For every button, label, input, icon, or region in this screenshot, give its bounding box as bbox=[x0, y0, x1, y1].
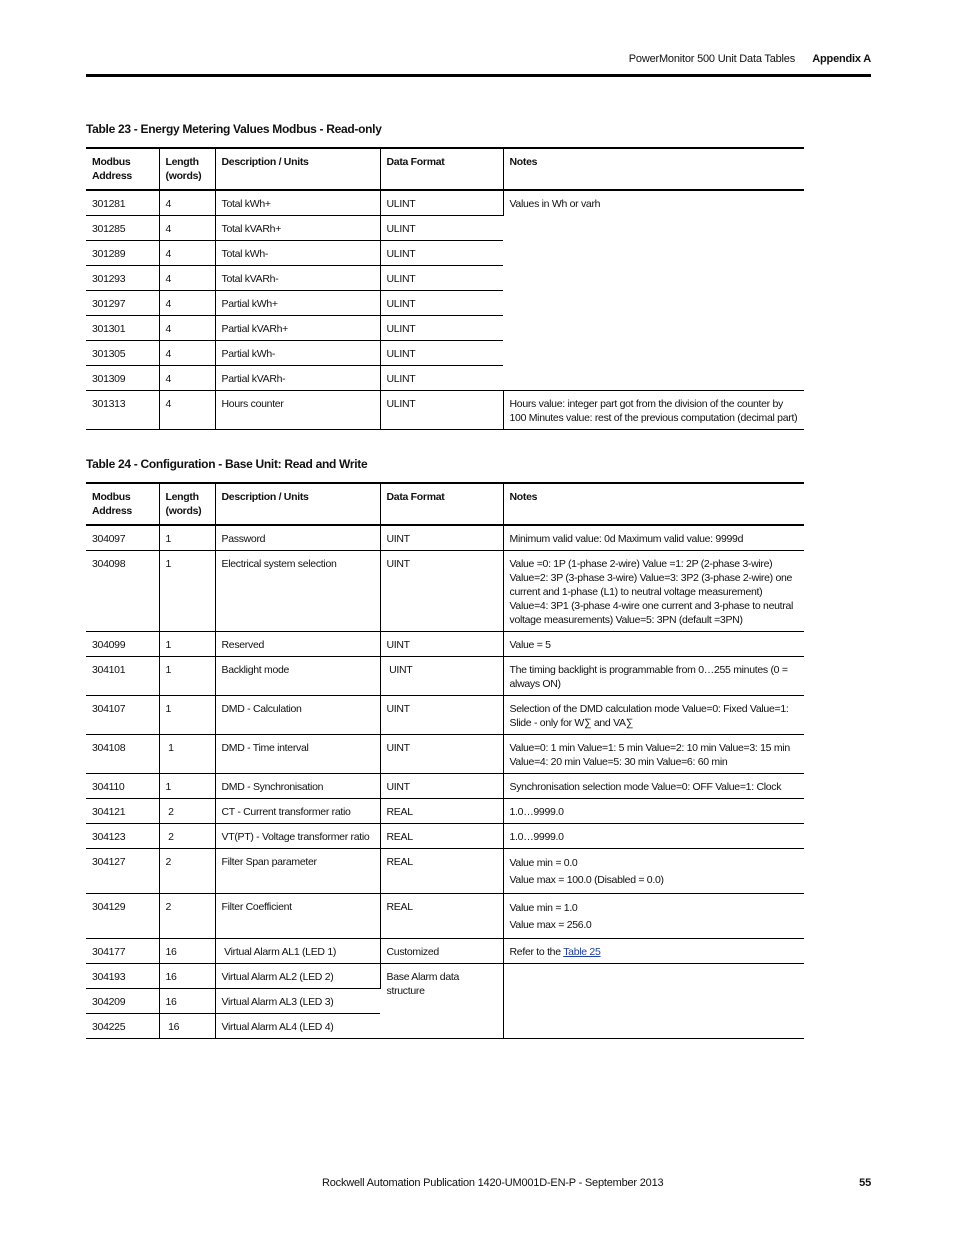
table23 bbox=[86, 147, 804, 430]
format-cell: ULINT bbox=[380, 291, 503, 316]
address-cell: 304129 bbox=[86, 894, 159, 939]
address-cell: 304101 bbox=[86, 657, 159, 696]
table25-link[interactable]: Table 25 bbox=[563, 946, 601, 958]
page-number: 55 bbox=[859, 1177, 871, 1189]
address-cell: 304225 bbox=[86, 1014, 159, 1039]
description-cell: CT - Current transformer ratio bbox=[215, 799, 380, 824]
address-cell: 301305 bbox=[86, 341, 159, 366]
table-row bbox=[86, 391, 804, 430]
notes-cell: The timing backlight is programmable from 0…255 minutes (0 = always ON) bbox=[503, 657, 804, 696]
table-row bbox=[86, 190, 804, 216]
length-cell: 1 bbox=[159, 774, 215, 799]
notes-cell: Value = 5 bbox=[503, 632, 804, 657]
format-cell: ULINT bbox=[380, 366, 503, 391]
length-cell: 1 bbox=[159, 632, 215, 657]
notes-cell bbox=[503, 964, 804, 1039]
description-cell: Total kWh+ bbox=[215, 190, 380, 216]
address-cell: 304108 bbox=[86, 735, 159, 774]
length-cell: 1 bbox=[159, 525, 215, 551]
table-row bbox=[86, 849, 804, 894]
description-cell: Partial kVARh- bbox=[215, 366, 380, 391]
col-header: Length (words) bbox=[159, 148, 215, 190]
description-cell: Electrical system selection bbox=[215, 551, 380, 632]
col-header: Notes bbox=[503, 483, 804, 525]
address-cell: 301297 bbox=[86, 291, 159, 316]
table24 bbox=[86, 482, 804, 1039]
length-cell: 4 bbox=[159, 241, 215, 266]
table-row bbox=[86, 657, 804, 696]
notes-text: Refer to the bbox=[509, 946, 564, 958]
description-cell: Hours counter bbox=[215, 391, 380, 430]
notes-cell: Values in Wh or varh bbox=[503, 190, 804, 391]
table-header-row bbox=[86, 483, 804, 525]
length-cell: 4 bbox=[159, 391, 215, 430]
description-cell: Filter Span parameter bbox=[215, 849, 380, 894]
table-row bbox=[86, 824, 804, 849]
address-cell: 304127 bbox=[86, 849, 159, 894]
description-cell: Virtual Alarm AL2 (LED 2) bbox=[215, 964, 380, 989]
format-cell: ULINT bbox=[380, 241, 503, 266]
description-cell: Reserved bbox=[215, 632, 380, 657]
table-row bbox=[86, 964, 804, 989]
notes-cell: 1.0…9999.0 bbox=[503, 799, 804, 824]
length-cell: 4 bbox=[159, 366, 215, 391]
length-cell: 4 bbox=[159, 266, 215, 291]
col-header: Data Format bbox=[380, 483, 503, 525]
description-cell: DMD - Time interval bbox=[215, 735, 380, 774]
description-cell: DMD - Calculation bbox=[215, 696, 380, 735]
address-cell: 304193 bbox=[86, 964, 159, 989]
address-cell: 301301 bbox=[86, 316, 159, 341]
length-cell: 1 bbox=[159, 735, 215, 774]
page-footer bbox=[86, 1177, 871, 1193]
description-cell: Total kVARh+ bbox=[215, 216, 380, 241]
description-cell: Virtual Alarm AL1 (LED 1) bbox=[215, 939, 380, 964]
table-row bbox=[86, 799, 804, 824]
description-cell: DMD - Synchronisation bbox=[215, 774, 380, 799]
notes-cell bbox=[503, 849, 804, 894]
appendix-label: Appendix A bbox=[812, 53, 871, 65]
notes-cell: 1.0…9999.0 bbox=[503, 824, 804, 849]
description-cell: Partial kWh+ bbox=[215, 291, 380, 316]
format-cell: REAL bbox=[380, 824, 503, 849]
address-cell: 301309 bbox=[86, 366, 159, 391]
length-cell: 4 bbox=[159, 316, 215, 341]
table24-caption: Table 24 - Configuration - Base Unit: Read and Write bbox=[86, 457, 368, 471]
table-row bbox=[86, 939, 804, 964]
description-cell: Virtual Alarm AL4 (LED 4) bbox=[215, 1014, 380, 1039]
format-cell: ULINT bbox=[380, 341, 503, 366]
notes-line: Value min = 1.0 bbox=[509, 902, 578, 914]
length-cell: 2 bbox=[159, 824, 215, 849]
description-cell: Password bbox=[215, 525, 380, 551]
format-cell: ULINT bbox=[380, 190, 503, 216]
description-cell: Virtual Alarm AL3 (LED 3) bbox=[215, 989, 380, 1014]
address-cell: 304107 bbox=[86, 696, 159, 735]
length-cell: 1 bbox=[159, 551, 215, 632]
address-cell: 304123 bbox=[86, 824, 159, 849]
col-header: Data Format bbox=[380, 148, 503, 190]
address-cell: 304099 bbox=[86, 632, 159, 657]
format-cell: Customized bbox=[380, 939, 503, 964]
length-cell: 4 bbox=[159, 291, 215, 316]
length-cell: 1 bbox=[159, 657, 215, 696]
length-cell: 2 bbox=[159, 799, 215, 824]
length-cell: 16 bbox=[159, 989, 215, 1014]
notes-cell: Synchronisation selection mode Value=0: OFF Value=1: Clock bbox=[503, 774, 804, 799]
address-cell: 304097 bbox=[86, 525, 159, 551]
address-cell: 304098 bbox=[86, 551, 159, 632]
table-row bbox=[86, 894, 804, 939]
description-cell: Partial kWh- bbox=[215, 341, 380, 366]
length-cell: 2 bbox=[159, 894, 215, 939]
notes-cell: Minimum valid value: 0d Maximum valid value: 9999d bbox=[503, 525, 804, 551]
description-cell: Backlight mode bbox=[215, 657, 380, 696]
format-cell: ULINT bbox=[380, 391, 503, 430]
section-reference: PowerMonitor 500 Unit Data Tables bbox=[628, 53, 795, 65]
length-cell: 4 bbox=[159, 216, 215, 241]
format-cell: REAL bbox=[380, 799, 503, 824]
address-cell: 304209 bbox=[86, 989, 159, 1014]
notes-cell bbox=[503, 939, 804, 964]
length-cell: 2 bbox=[159, 849, 215, 894]
table23-caption: Table 23 - Energy Metering Values Modbus - Read-only bbox=[86, 122, 382, 136]
format-cell: UINT bbox=[380, 657, 503, 696]
col-header: Modbus Address bbox=[86, 483, 159, 525]
length-cell: 4 bbox=[159, 341, 215, 366]
description-cell: Total kWh- bbox=[215, 241, 380, 266]
length-cell: 4 bbox=[159, 190, 215, 216]
header-rule bbox=[86, 74, 871, 77]
table-row bbox=[86, 696, 804, 735]
publication-info: Rockwell Automation Publication 1420-UM001D-EN-P - September 2013 bbox=[322, 1177, 664, 1189]
length-cell: 16 bbox=[159, 939, 215, 964]
address-cell: 301313 bbox=[86, 391, 159, 430]
format-cell: REAL bbox=[380, 894, 503, 939]
format-cell: ULINT bbox=[380, 316, 503, 341]
length-cell: 16 bbox=[159, 1014, 215, 1039]
format-cell: UINT bbox=[380, 696, 503, 735]
col-header: Description / Units bbox=[215, 483, 380, 525]
table-row bbox=[86, 632, 804, 657]
notes-cell: Selection of the DMD calculation mode Value=0: Fixed Value=1: Slide - only for W∑ and VA∑ bbox=[503, 696, 804, 735]
col-header: Notes bbox=[503, 148, 804, 190]
format-cell: Base Alarm data structure bbox=[380, 964, 503, 1039]
address-cell: 304121 bbox=[86, 799, 159, 824]
address-cell: 301285 bbox=[86, 216, 159, 241]
table-row bbox=[86, 525, 804, 551]
address-cell: 301289 bbox=[86, 241, 159, 266]
notes-cell bbox=[503, 894, 804, 939]
table-row bbox=[86, 735, 804, 774]
notes-line: Value max = 100.0 (Disabled = 0.0) bbox=[509, 874, 664, 886]
format-cell: UINT bbox=[380, 735, 503, 774]
table-row bbox=[86, 774, 804, 799]
description-cell: VT(PT) - Voltage transformer ratio bbox=[215, 824, 380, 849]
format-cell: UINT bbox=[380, 551, 503, 632]
address-cell: 301293 bbox=[86, 266, 159, 291]
address-cell: 304177 bbox=[86, 939, 159, 964]
length-cell: 1 bbox=[159, 696, 215, 735]
notes-line: Value min = 0.0 bbox=[509, 857, 578, 869]
format-cell: ULINT bbox=[380, 266, 503, 291]
length-cell: 16 bbox=[159, 964, 215, 989]
page-header bbox=[86, 53, 871, 75]
description-cell: Total kVARh- bbox=[215, 266, 380, 291]
format-cell: REAL bbox=[380, 849, 503, 894]
address-cell: 304110 bbox=[86, 774, 159, 799]
table-header-row bbox=[86, 148, 804, 190]
col-header: Modbus Address bbox=[86, 148, 159, 190]
col-header: Description / Units bbox=[215, 148, 380, 190]
format-cell: UINT bbox=[380, 774, 503, 799]
notes-cell: Hours value: integer part got from the division of the counter by 100 Minutes value: rest of the previous computation (decimal part) bbox=[503, 391, 804, 430]
address-cell: 301281 bbox=[86, 190, 159, 216]
format-cell: ULINT bbox=[380, 216, 503, 241]
description-cell: Filter Coefficient bbox=[215, 894, 380, 939]
col-header: Length (words) bbox=[159, 483, 215, 525]
description-cell: Partial kVARh+ bbox=[215, 316, 380, 341]
notes-cell: Value =0: 1P (1-phase 2-wire) Value =1: 2P (2-phase 3-wire) Value=2: 3P (3-phase 3-wire) Value=3: 3P2 (3-phase 2-wire) one current and 1-phase (L1) to neutral voltage measurement) Value=4: 3P1 (3-phase 4-wire one current and 3-phase to neutral voltage measurements) Value=5: 3PN (default =3PN) bbox=[503, 551, 804, 632]
notes-cell: Value=0: 1 min Value=1: 5 min Value=2: 10 min Value=3: 15 min Value=4: 20 min Value=5: 30 min Value=6: 60 min bbox=[503, 735, 804, 774]
format-cell: UINT bbox=[380, 525, 503, 551]
table-row bbox=[86, 551, 804, 632]
notes-line: Value max = 256.0 bbox=[509, 919, 592, 931]
format-cell: UINT bbox=[380, 632, 503, 657]
